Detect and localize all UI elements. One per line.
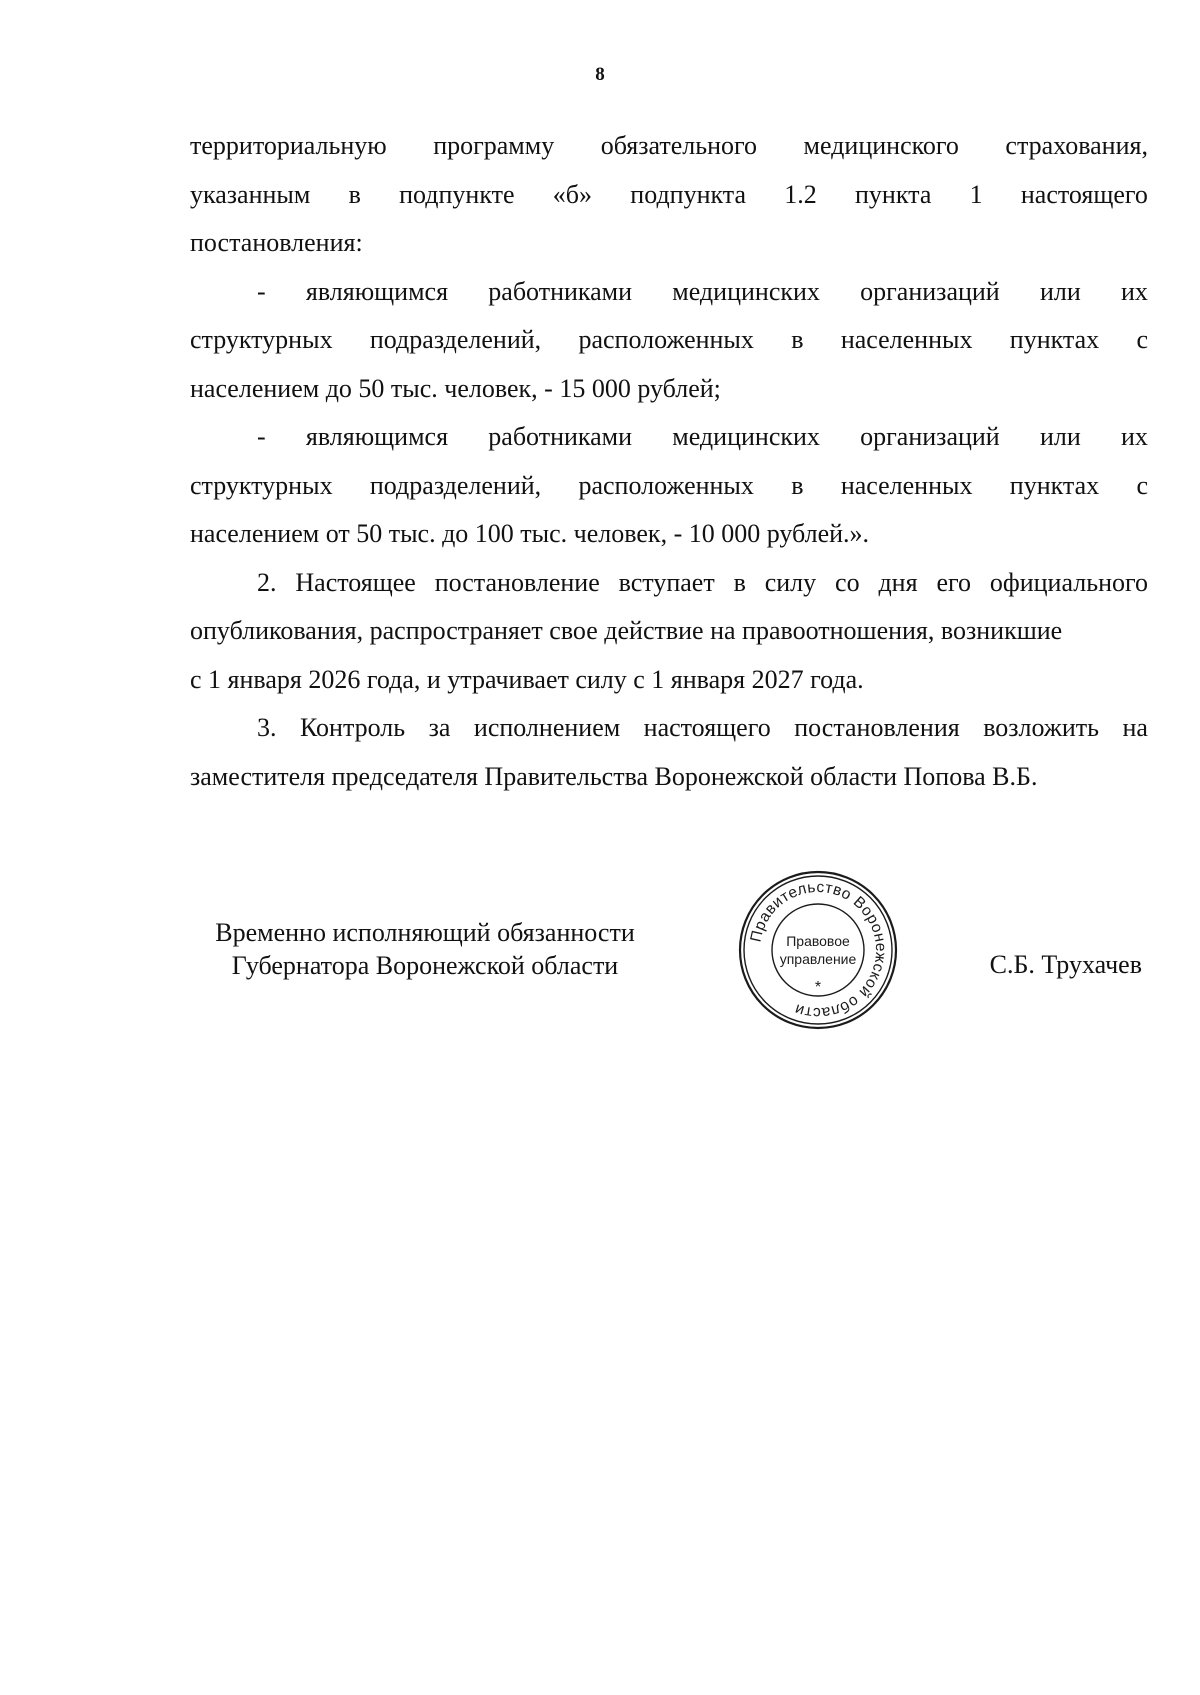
word: организаций [860,422,1000,451]
signer-name: С.Б. Трухачев [989,950,1142,979]
word: работниками [488,422,633,451]
official-stamp [734,866,902,1034]
word: Контроль [299,713,406,742]
word: в [733,567,746,597]
text-line [190,413,1148,462]
text-line: с 1 января 2026 года, и утрачивает силу с 1 января 2027 года. [190,664,864,694]
text-line [190,316,1148,365]
signature-block [150,878,1150,1040]
word: программу [433,131,555,160]
text-line [190,268,1148,317]
word: исполнением [473,713,621,742]
word: организаций [860,276,1000,306]
text-line: заместителя председателя Правительства Воронежской области Попова В.Б. [190,761,1038,791]
paragraph-continuation [190,122,1148,268]
word: с [1136,470,1148,500]
word: пункта [855,179,932,209]
clause-3-control [190,704,1148,801]
text-line: постановления: [190,228,363,257]
word: подпункте [399,179,515,209]
word: расположенных [578,470,754,500]
word: с [1136,325,1148,354]
word: - [257,276,266,306]
word: территориальную [190,131,387,160]
word: пунктах [1009,470,1100,500]
text-line [190,122,1148,171]
word: - [257,422,266,451]
word: 2. [257,567,277,597]
stamp-center-line: управление [779,951,857,967]
word: населенных [840,470,973,500]
word: указанным [190,179,311,209]
word: постановления [794,713,960,742]
list-item-population-50k [190,268,1148,414]
text-line [190,559,1148,608]
word: медицинских [672,422,820,451]
stamp-ring-text: Правительство Воронежской области [747,878,890,1022]
word: являющимся [305,422,449,451]
word: населенных [840,325,973,354]
word: настоящего [1020,179,1148,209]
stamp-seal-icon [734,866,902,1034]
page-number: 8 [595,64,605,85]
word: в [791,325,804,354]
word: медицинского [803,131,959,160]
signer-position-line: Временно исполняющий обязанности [215,918,635,947]
word: 1 [969,179,983,209]
word: их [1121,422,1148,451]
word: за [428,713,451,742]
word: или [1039,276,1081,306]
word: работниками [488,276,633,306]
word: на [1122,713,1148,742]
word: в [348,179,361,209]
clause-2-effective-date [190,559,1148,705]
text-line [190,171,1148,220]
word: официального [989,567,1148,597]
stamp-center-line: Правовое [786,933,850,949]
word: являющимся [305,276,449,306]
word: постановление [434,567,600,597]
word: пунктах [1009,325,1100,354]
list-item-population-100k [190,413,1148,559]
text-line [190,704,1148,753]
text-line [190,462,1148,511]
word: настоящего [643,713,771,742]
word: структурных [190,325,333,354]
svg-text:Правительство Воронежской обла [747,879,889,1021]
word: медицинских [672,276,820,306]
word: 1.2 [784,179,817,209]
document-body [190,122,1148,801]
word: подразделений, [369,325,542,354]
word: структурных [190,470,333,500]
signer-position-line: Губернатора Воронежской области [231,951,619,980]
text-line: населением от 50 тыс. до 100 тыс. человек, - 10 000 рублей.». [190,519,870,548]
word: вступает [618,567,715,597]
word: их [1121,276,1148,306]
word: 3. [257,713,277,742]
word: дня [878,567,918,597]
word: его [936,567,971,597]
text-line: опубликования, распространяет свое действие на правоотношения, возникшие [190,616,1063,645]
word: расположенных [578,325,754,354]
word: или [1039,422,1081,451]
signer-position [190,916,660,982]
word: подпункта [630,179,747,209]
word: в [791,470,804,500]
word: силу [764,567,817,597]
word: страхования, [1005,131,1148,160]
word: подразделений, [369,470,542,500]
word: со [835,567,860,597]
stamp-star-mark: * [814,979,822,996]
text-line: населением до 50 тыс. человек, - 15 000 рублей; [190,373,721,403]
word: Настоящее [295,567,416,597]
word: обязательного [600,131,758,160]
word: «б» [552,179,593,209]
word: возложить [983,713,1099,742]
